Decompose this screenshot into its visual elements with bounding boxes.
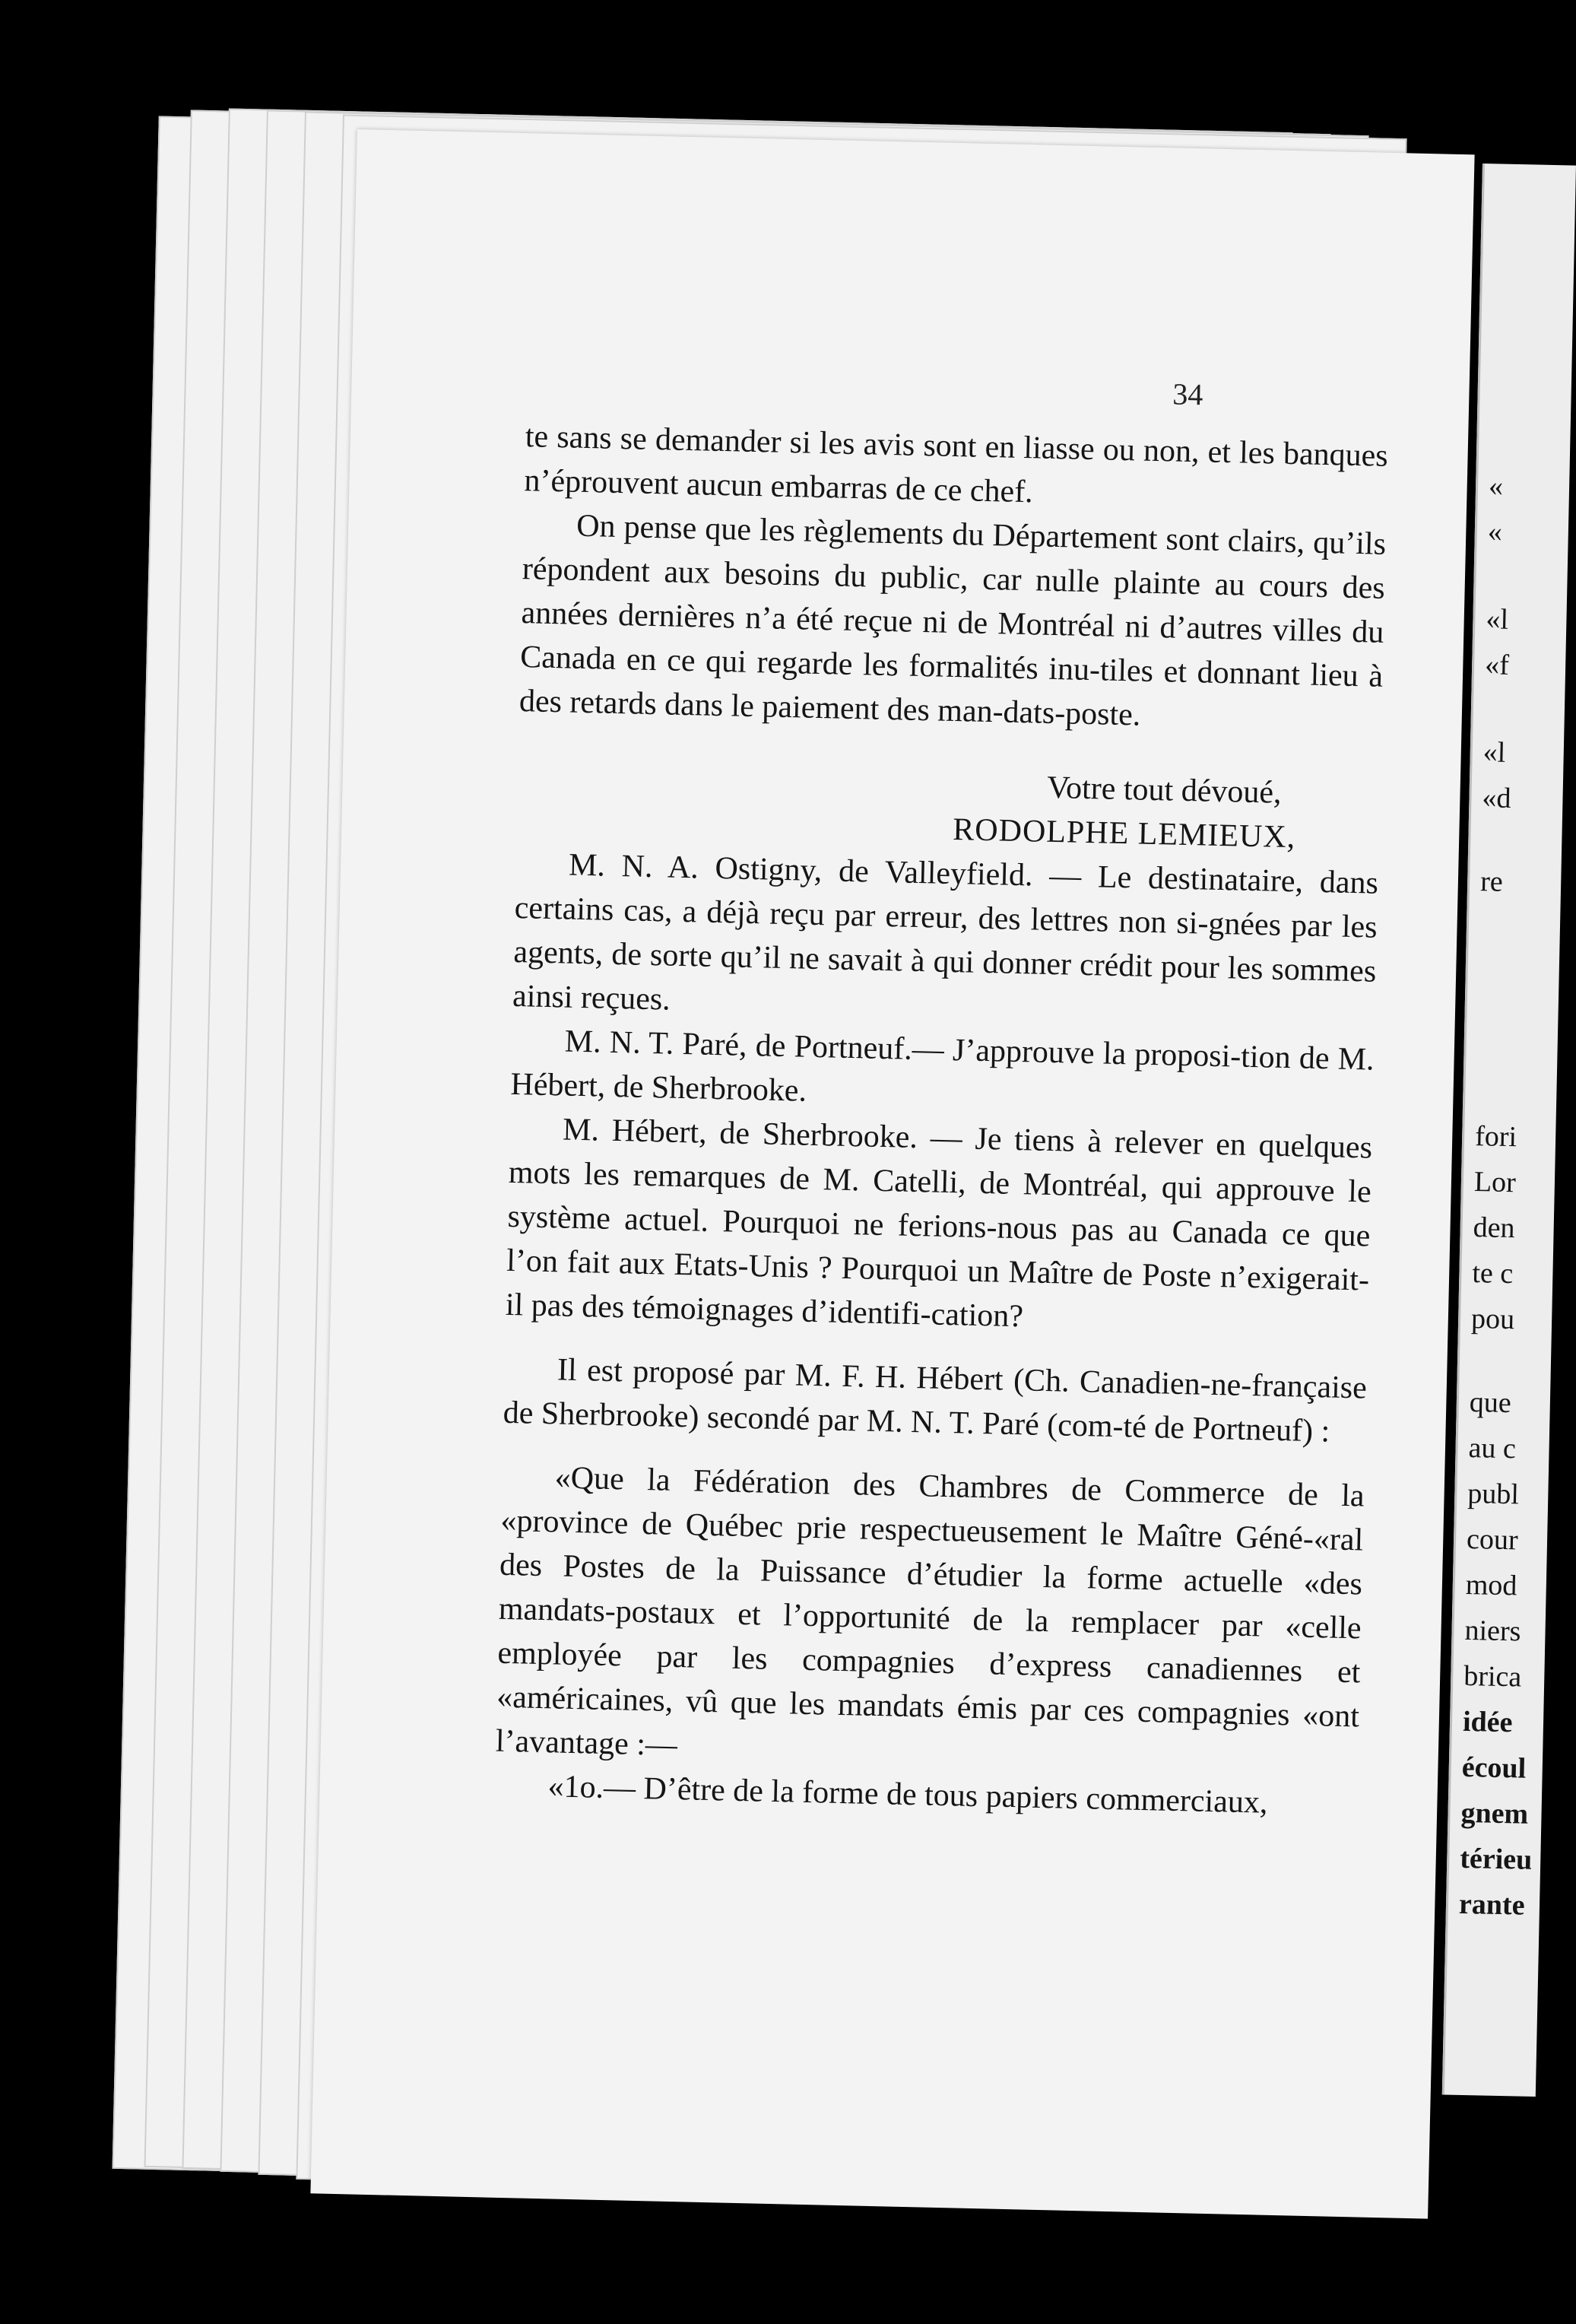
adjacent-page-fragment: gnem	[1460, 1796, 1529, 1830]
adjacent-page-fragment: re	[1479, 865, 1504, 898]
paragraph: M. N. T. Paré, de Portneuf.— J’approuve la proposi-tion de M. Hébert, de Sherbrooke.	[510, 1024, 1375, 1109]
adjacent-page-fragment: au c	[1468, 1431, 1517, 1465]
page-text-block	[494, 414, 1388, 1827]
adjacent-page-fragment: térieu	[1459, 1842, 1533, 1876]
adjacent-page-fragment: écoul	[1461, 1751, 1527, 1785]
adjacent-page-fragment: «d	[1482, 782, 1511, 814]
letter-closing: Votre tout dévoué,	[1046, 770, 1283, 811]
letter-signature: RODOLPHE LEMIEUX,	[952, 812, 1296, 856]
adjacent-page-fragment: mod	[1465, 1568, 1517, 1602]
adjacent-page-fragment: pou	[1470, 1303, 1515, 1336]
adjacent-page-fragment: te c	[1472, 1257, 1514, 1291]
adjacent-page-fragment: «	[1487, 516, 1503, 548]
paragraph: On pense que les règlements du Département sont clairs, qu’ils répondent aux besoins du public, car nulle plainte au cours des années dernières n’a été reçue ni de Montréal ni d’autres villes du Canada en ce qui regarde les formalités inu-tiles et donnant lieu à des retards dans le paiement des man-dats-poste.	[518, 508, 1387, 733]
book-page	[310, 129, 1474, 2219]
adjacent-page-fragment: «f	[1484, 649, 1510, 681]
adjacent-page-fragment: fori	[1474, 1120, 1517, 1154]
adjacent-page-fragment: den	[1473, 1211, 1516, 1245]
paragraph: te sans se demander si les avis sont en liasse ou non, et les banques n’éprouvent aucun embarras de ce chef.	[524, 419, 1389, 510]
adjacent-page-fragment: rante	[1458, 1887, 1526, 1922]
adjacent-page-fragment: «l	[1486, 603, 1509, 636]
adjacent-page-fragment: que	[1469, 1386, 1512, 1420]
quoted-resolution-item: «1o.— D’être de la forme de tous papiers commerciaux,	[547, 1769, 1268, 1821]
paragraph: M. N. A. Ostigny, de Valleyfield. — Le destinataire, dans certains cas, a déjà reçu par erreur, des lettres non si-gnées par les agents, de sorte qu’il ne savait à qui donner crédit pour les sommes ainsi reçues.	[512, 847, 1379, 1018]
adjacent-page-fragment: «l	[1482, 736, 1506, 769]
page-number: 34	[1172, 376, 1203, 412]
adjacent-page-fragment: Lor	[1473, 1166, 1517, 1199]
adjacent-page-fragment: brica	[1463, 1659, 1522, 1694]
paragraph: M. Hébert, de Sherbrooke. — Je tiens à relever en quelques mots les remarques de M. Catelli, de Montréal, qui approuve le système actuel. Pourquoi ne ferions-nous pas au Canada ce que l’on fait aux Etats-Unis ? Pourquoi un Maître de Poste n’exigerait-il pas des témoignages d’identifi-cation?	[505, 1112, 1373, 1335]
adjacent-page-fragment: cour	[1466, 1522, 1519, 1557]
adjacent-page-fragment: publ	[1467, 1477, 1520, 1511]
adjacent-page-fragment: niers	[1464, 1614, 1521, 1648]
paragraph: Il est proposé par M. F. H. Hébert (Ch. Canadien-ne-française de Sherbrooke) secondé par M. N. T. Paré (com-té de Portneuf) :	[503, 1352, 1368, 1449]
adjacent-page-fragment: «	[1488, 470, 1504, 503]
adjacent-page-fragment: idée	[1462, 1705, 1513, 1739]
quoted-resolution: «Que la Fédération des Chambres de Commerce de la «province de Québec prie respectueusement le Maître Géné-«ral des Postes de la Puissance d’étudier la forme actuelle «des mandats-postaux et l’opportunité de la remplacer par «celle employée par les compagnies d’express canadiennes et «américaines, vû que les mandats émis par ces compagnies «ont l’avantage :—	[495, 1460, 1365, 1764]
